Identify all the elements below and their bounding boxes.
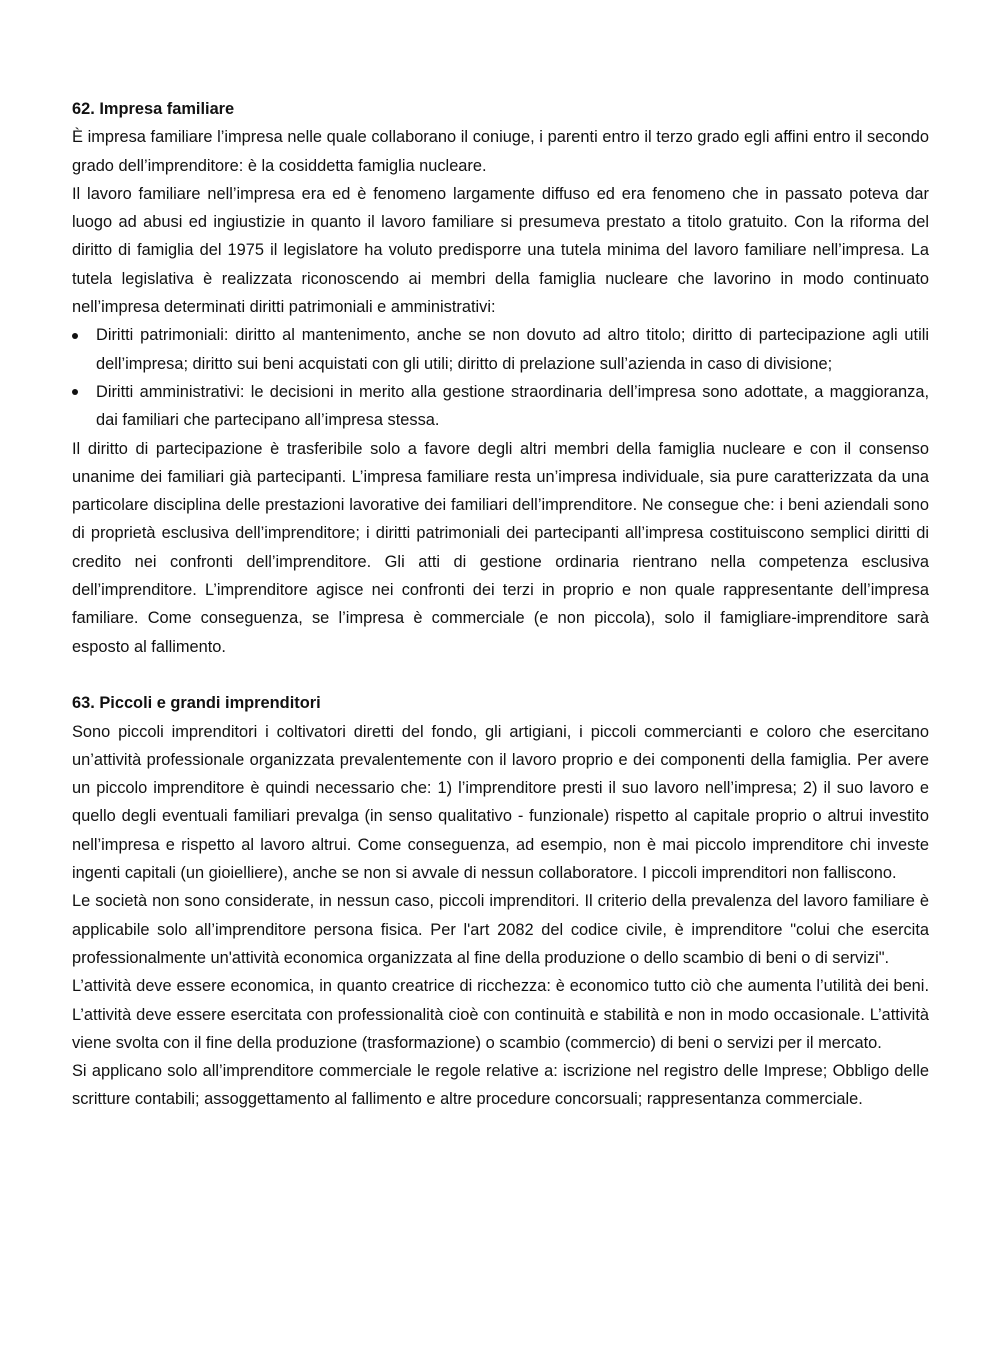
section-impresa-familiare: [72, 95, 929, 661]
list-item: [72, 378, 929, 435]
bullet-icon: [72, 389, 78, 395]
bullet-list: [72, 321, 929, 434]
paragraph: Sono piccoli imprenditori i coltivatori diretti del fondo, gli artigiani, i piccoli commercianti e coloro che esercitano un’attività professionale organizzata prevalentemente con il lavoro proprio e dei componenti della famiglia. Per avere un piccolo imprenditore è quindi necessario che: 1) l’imprenditore presti il suo lavoro nell’impresa; 2) il suo lavoro e quello degli eventuali familiari prevalga (in senso qualitativo - funzionale) rispetto al capitale proprio o altrui investito nell’impresa e rispetto al lavoro altrui. Come conseguenza, ad esempio, non è mai piccolo imprenditore chi investe ingenti capitali (un gioielliere), anche se non si avvale di nessun collaboratore. I piccoli imprenditori non falliscono.: [72, 722, 929, 883]
paragraph: L’attività deve essere economica, in quanto creatrice di ricchezza: è economico tutto ciò che aumenta l’utilità dei beni. L’attività deve essere esercitata con professionalità cioѐ con continuità e stabilità e non in modo occasionale. L’attività viene svolta con il fine della produzione (trasformazione) o scambio (commercio) di beni o servizi per il mercato.: [72, 977, 929, 1052]
section-heading: 63. Piccoli e grandi imprenditori: [72, 694, 321, 713]
paragraph: Le società non sono considerate, in nessun caso, piccoli imprenditori. Il criterio della prevalenza del lavoro familiare è applicabile solo all’imprenditore persona fisica. Per l'art 2082 del codice civile, è imprenditore "colui che esercita professionalmente un'attività economica organizzata al fine della produzione o dello scambio di beni o di servizi".: [72, 892, 929, 967]
paragraph: Si applicano solo all’imprenditore commerciale le regole relative a: iscrizione nel registro delle Imprese; Obbligo delle scritture contabili; assoggettamento al fallimento e altre procedure concorsuali; rappresentanza commerciale.: [72, 1062, 929, 1109]
paragraph: Il lavoro familiare nell’impresa era ed è fenomeno largamente diffuso ed era fenomeno che in passato poteva dar luogo ad abusi ed ingiustizie in quanto il lavoro familiare si presumeva prestato a titolo gratuito. Con la riforma del diritto di famiglia del 1975 il legislatore ha voluto predisporre una tutela minima del lavoro familiare nell’impresa. La tutela legislativa è realizzata riconoscendo ai membri della famiglia nucleare che lavorino in modo continuato nell’impresa determinati diritti patrimoniali e amministrativi:: [72, 184, 929, 317]
paragraph: Il diritto di partecipazione è trasferibile solo a favore degli altri membri della famiglia nucleare e con il consenso unanime dei familiari già partecipanti. L’impresa familiare resta un’impresa individuale, sia pure caratterizzata da una particolare disciplina delle prestazioni lavorative dei familiari dell’imprenditore. Ne consegue che: i beni aziendali sono di proprietà esclusiva dell’imprenditore; i diritti patrimoniali dei partecipanti all’impresa costituiscono semplici diritti di credito nei confronti dell’imprenditore. Gli atti di gestione ordinaria rientrano nella competenza esclusiva dell’imprenditore. L’imprenditore agisce nei confronti dei terzi in proprio e non quale rappresentante dell’impresa familiare. Come conseguenza, se l’impresa è commerciale (e non piccola), solo il famigliare-imprenditore sarà esposto al fallimento.: [72, 439, 929, 656]
list-item-text: Diritti patrimoniali: diritto al mantenimento, anche se non dovuto ad altro titolo; diritto di partecipazione agli utili dell’impresa; diritto sui beni acquistati con gli utili; diritto di prelazione sull’azienda in caso di divisione;: [96, 326, 929, 373]
bullet-icon: [72, 333, 78, 339]
paragraph: È impresa familiare l’impresa nelle quale collaborano il coniuge, i parenti entro il terzo grado egli affini entro il secondo grado dell’imprenditore: è la cosiddetta famiglia nucleare.: [72, 128, 929, 175]
list-item-text: Diritti amministrativi: le decisioni in merito alla gestione straordinaria dell’impresa sono adottate, a maggioranza, dai familiari che partecipano all’impresa stessa.: [96, 382, 929, 430]
list-item: [72, 321, 929, 378]
section-piccoli-grandi-imprenditori: [72, 689, 929, 1113]
section-heading: 62. Impresa familiare: [72, 100, 235, 118]
